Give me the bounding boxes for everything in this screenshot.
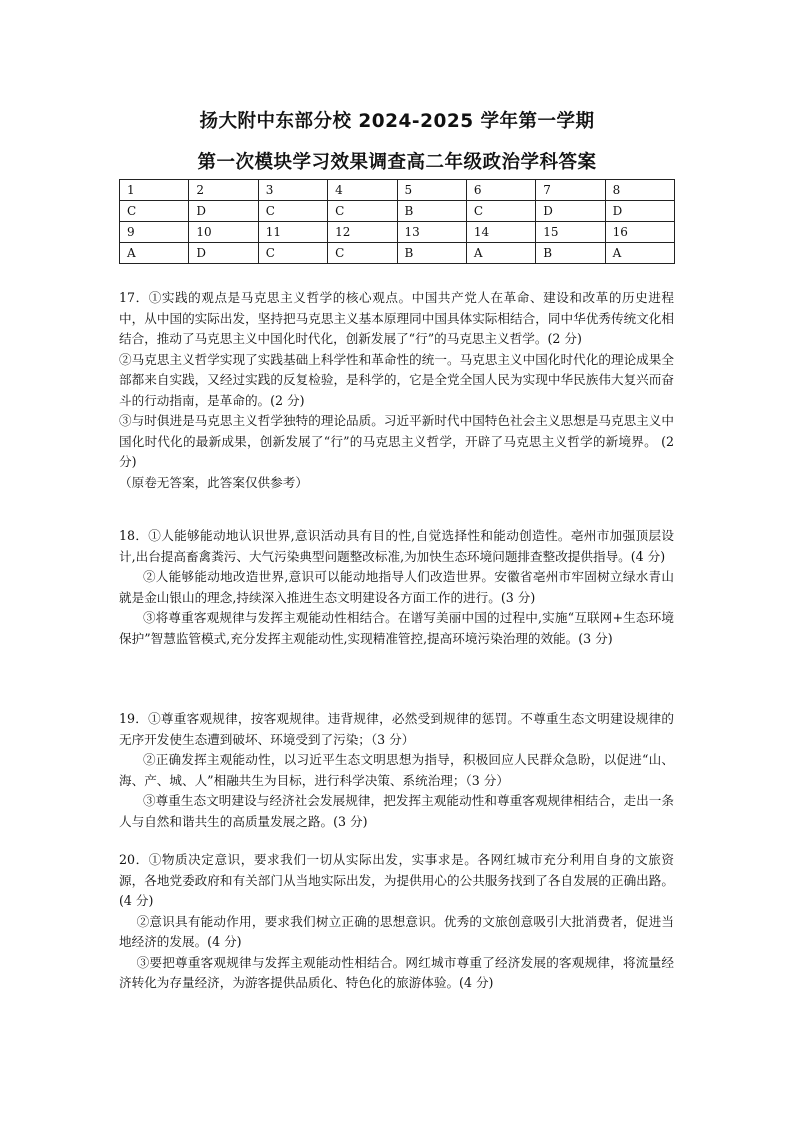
q17-reference-note: （原卷无答案，此答案仅供参考）: [119, 474, 308, 490]
answer-table-cell: 16: [605, 222, 674, 243]
answer-table-cell: B: [397, 201, 466, 222]
answer-table-cell: 9: [120, 222, 189, 243]
q20-point-3: ③要把尊重客观规律与发挥主观能动性相结合。网红城市尊重了经济发展的客观规律，将流量经济转化为存量经济，为游客提供品质化、特色化的旅游体验。(4 分): [119, 954, 674, 990]
answer-table-cell: 10: [189, 222, 258, 243]
answer-table-number-row: [120, 180, 675, 201]
q20-point-1: 20．①物质决定意识，要求我们一切从实际出发，实事求是。各网红城市充分利用自身的文旅资源，各地党委政府和有关部门从当地实际出发，为提供用心的公共服务找到了各自发展的正确出路。(4 分): [119, 852, 674, 908]
q19-point-1: 19．①尊重客观规律，按客观规律。违背规律，必然受到规律的惩罚。不尊重生态文明建设规律的无序开发使生态遭到破坏、环境受到了污染；（3 分）: [119, 711, 674, 747]
question-20-answer: [119, 850, 674, 994]
answer-table-cell: C: [328, 243, 397, 264]
answer-table-cell: 12: [328, 222, 397, 243]
answer-table-cell: 1: [120, 180, 189, 201]
answer-table-choice-row: [120, 201, 675, 222]
answer-table-cell: D: [536, 201, 605, 222]
answer-table-cell: 15: [536, 222, 605, 243]
answer-key-table: [119, 179, 675, 264]
q19-point-2: ②正确发挥主观能动性，以习近平生态文明思想为指导，积极回应人民群众急盼，以促进“山、海、产、城、人”相融共生为目标，进行科学决策、系统治理；（3 分）: [119, 752, 674, 788]
answer-table-cell: A: [466, 243, 535, 264]
answer-table-cell: C: [466, 201, 535, 222]
answer-table-cell: C: [258, 201, 327, 222]
answer-table-cell: D: [605, 201, 674, 222]
q18-point-1: 18．①人能够能动地认识世界,意识活动具有目的性,自觉选择性和能动创造性。亳州市加强顶层设计,出台提高畜禽粪污、大气污染典型问题整改标准,为加快生态环境问题排查整改提供指导。(4 分): [119, 528, 674, 564]
document-title-school: 扬大附中东部分校 2024-2025 学年第一学期: [199, 111, 595, 132]
q17-point-2: ②马克思主义哲学实现了实践基础上科学性和革命性的统一。马克思主义中国化时代化的理论成果全部都来自实践，又经过实践的反复检验，是科学的，它是全党全国人民为实现中华民族伟大复兴而奋斗的行动指南，是革命的。(2 分): [119, 351, 674, 408]
answer-table-choice-row: [120, 243, 675, 264]
answer-table-cell: D: [189, 201, 258, 222]
question-18-answer: [119, 526, 674, 649]
question-17-answer: [119, 288, 674, 493]
answer-table-cell: A: [120, 243, 189, 264]
answer-table-cell: 8: [605, 180, 674, 201]
answer-table-cell: B: [397, 243, 466, 264]
answer-table-cell: 7: [536, 180, 605, 201]
question-19-answer: [119, 709, 674, 832]
answer-table-cell: A: [605, 243, 674, 264]
q18-point-2: ②人能够能动地改造世界,意识可以能动地指导人们改造世界。安徽省亳州市牢固树立绿水青山就是金山银山的理念,持续深入推进生态文明建设各方面工作的进行。(3 分): [119, 569, 674, 605]
answer-table-cell: D: [189, 243, 258, 264]
answer-table-cell: 4: [328, 180, 397, 201]
answer-table-cell: B: [536, 243, 605, 264]
answer-table-cell: C: [120, 201, 189, 222]
answer-table-cell: C: [328, 201, 397, 222]
answer-table-number-row: [120, 222, 675, 243]
answer-table-cell: 14: [466, 222, 535, 243]
q19-point-3: ③尊重生态文明建设与经济社会发展规律，把发挥主观能动性和尊重客观规律相结合，走出一条人与自然和谐共生的高质量发展之路。(3 分): [119, 793, 674, 829]
answer-table-cell: 5: [397, 180, 466, 201]
answer-table-cell: 11: [258, 222, 327, 243]
answer-table-cell: 2: [189, 180, 258, 201]
answer-table-cell: 3: [258, 180, 327, 201]
document-title-subject: 第一次模块学习效果调查高二年级政治学科答案: [197, 152, 597, 173]
answer-table-cell: C: [258, 243, 327, 264]
answer-table-cell: 13: [397, 222, 466, 243]
q17-point-3: ③与时俱进是马克思主义哲学独特的理论品质。习近平新时代中国特色社会主义思想是马克思主义中国化时代化的最新成果，创新发展了“行”的马克思主义哲学，开辟了马克思主义哲学的新境界。 (2 分): [119, 413, 674, 469]
q17-point-1: 17．①实践的观点是马克思主义哲学的核心观点。中国共产党人在革命、建设和改革的历史进程中，从中国的实际出发，坚持把马克思主义基本原理同中国具体实际相结合，同中华优秀传统文化相结合，推动了马克思主义中国化时代化，创新发展了“行”的马克思主义哲学。(2 分): [119, 290, 674, 346]
q18-point-3: ③将尊重客观规律与发挥主观能动性相结合。在谱写美丽中国的过程中,实施“互联网+生态环境保护”智慧监管模式,充分发挥主观能动性,实现精准管控,提高环境污染治理的效能。(3 分): [119, 610, 674, 646]
q20-point-2: ②意识具有能动作用，要求我们树立正确的思想意识。优秀的文旅创意吸引大批消费者，促进当地经济的发展。(4 分): [119, 913, 674, 949]
answer-table-cell: 6: [466, 180, 535, 201]
